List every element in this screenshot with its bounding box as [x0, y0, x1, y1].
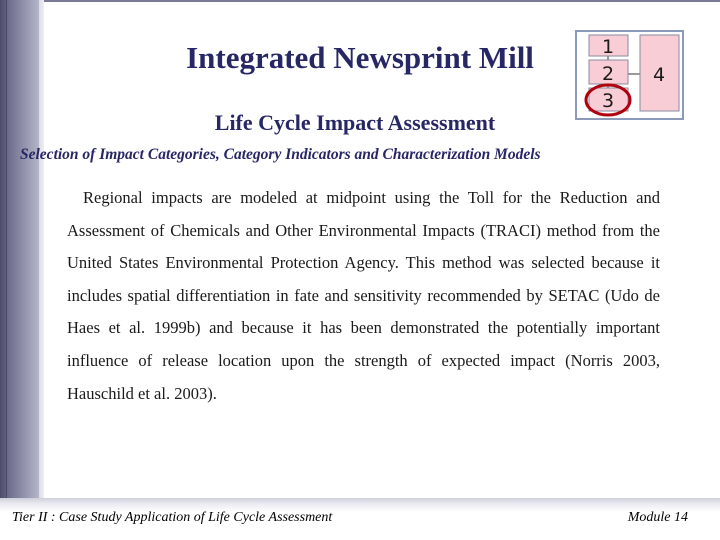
phase-label-1: 1	[601, 36, 615, 58]
phase-label-4: 4	[652, 64, 666, 86]
footer-course-title: Tier II : Case Study Application of Life Cycle Assessment	[12, 510, 333, 525]
footer-module-number: Module 14	[627, 510, 688, 525]
slide-title: Integrated Newsprint Mill	[186, 40, 534, 75]
top-rule	[44, 0, 720, 2]
section-heading: Selection of Impact Categories, Category Indicators and Characterization Models	[20, 146, 541, 163]
slide-subtitle: Life Cycle Impact Assessment	[214, 110, 496, 135]
body-paragraph: Regional impacts are modeled at midpoint using the Toll for the Reduction and Assessment of Chemicals and Other Environmental Impacts (TRACI) method from the United States Environmental Protection Agency. This method was selected because it includes spatial differentiation in fate and sensitivity recommended by SETAC (Udo de Haes et al. 1999b) and because it has been demonstrated the potentially important influence of release location upon the strength of expected impact (Norris 2003, Hauschild et al. 2003).	[67, 188, 660, 403]
phase-label-3: 3	[601, 90, 615, 112]
lca-phase-diagram	[575, 30, 685, 122]
left-decorative-bar	[0, 0, 44, 540]
phase-label-2: 2	[601, 63, 615, 85]
left-bar-panel	[6, 0, 39, 540]
